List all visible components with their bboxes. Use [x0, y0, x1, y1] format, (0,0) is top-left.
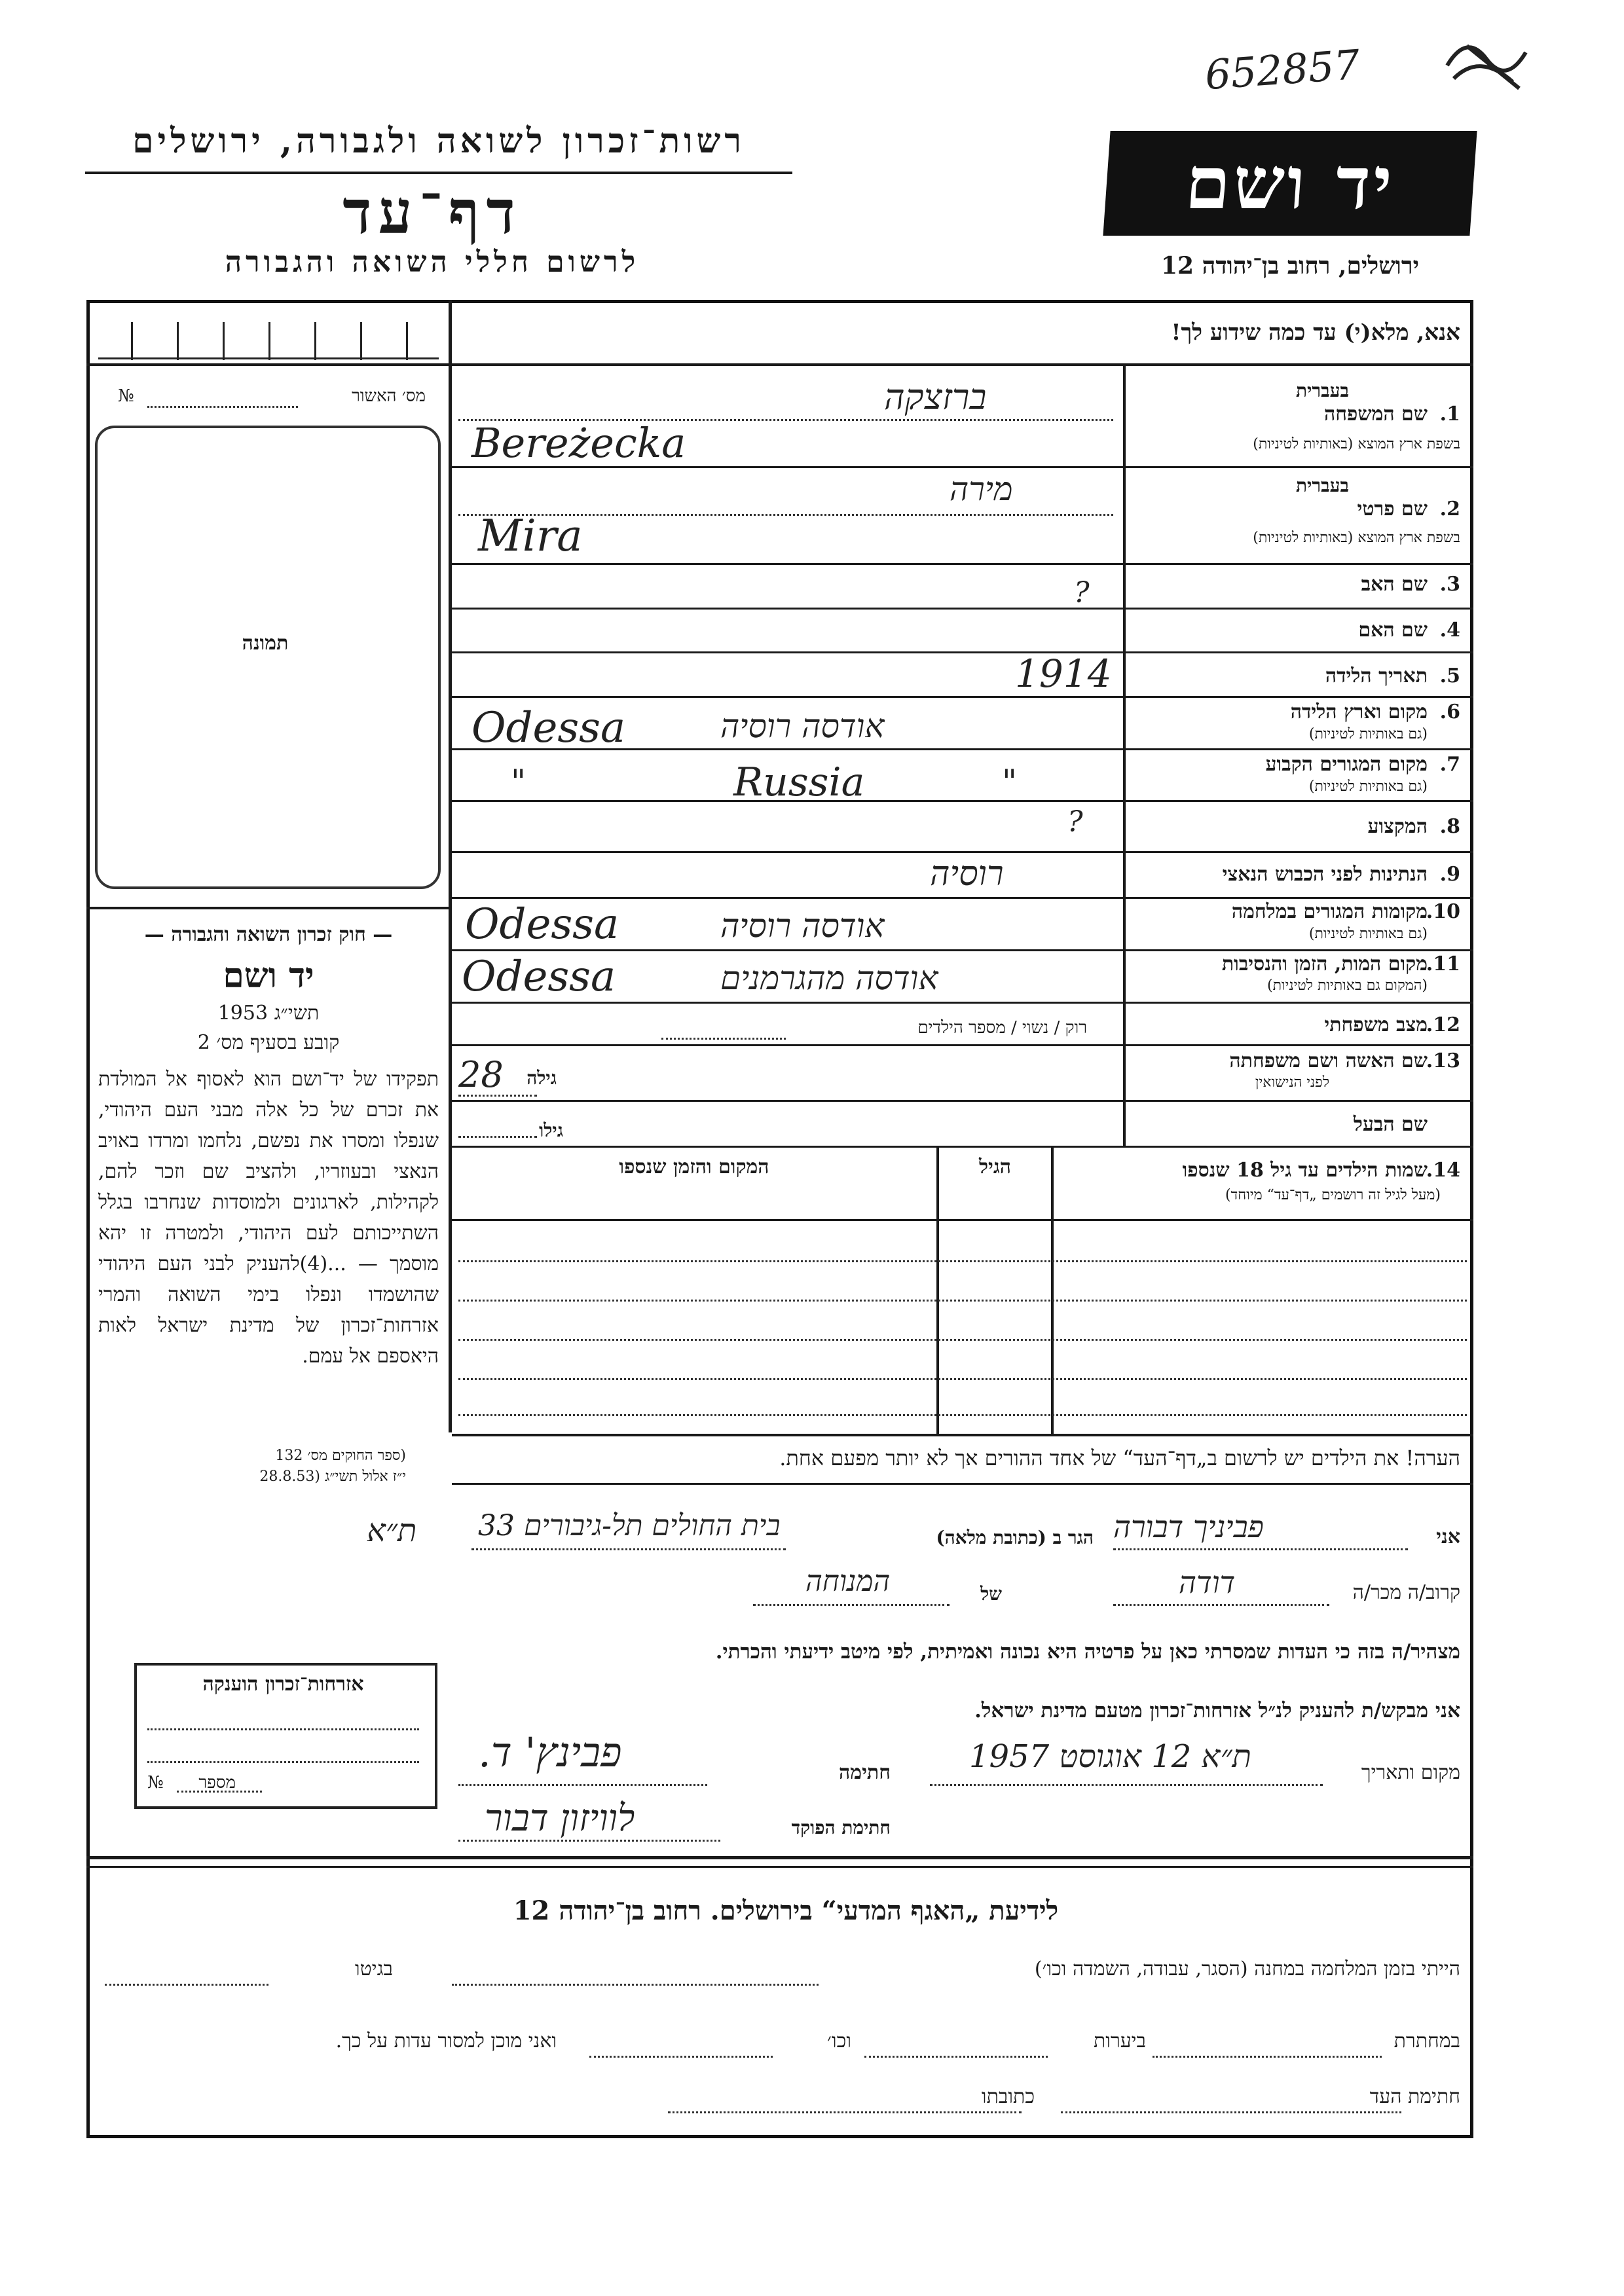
decl-line — [753, 1604, 950, 1606]
row-divider — [452, 851, 1473, 853]
field-12-label: מצב משפחתי — [1324, 1013, 1428, 1036]
row-divider — [86, 363, 1473, 366]
decl-living-extra[interactable]: ת״א — [367, 1512, 417, 1549]
decl-relative-label: קרוב/ה מכר/ה — [1352, 1581, 1460, 1604]
footer-witness-signature-field[interactable] — [1061, 2111, 1401, 2113]
footer-line2-a: במחתרת — [1393, 2030, 1460, 2052]
footer-line3-a: חתימת העד — [1369, 2085, 1460, 2108]
footer-camp-field[interactable] — [452, 1984, 819, 1986]
row-divider — [452, 1002, 1473, 1004]
row-divider — [452, 1146, 1473, 1148]
field-7-ditto-right: " — [1002, 763, 1017, 801]
field-8-number: 8. — [1439, 815, 1460, 838]
citizenship-line — [147, 1761, 419, 1763]
field-11-number: 11. — [1426, 953, 1460, 975]
field-4-number: 4. — [1439, 619, 1460, 642]
decl-line — [458, 1784, 707, 1786]
decl-signature-label: חתימה — [839, 1761, 891, 1784]
field-2-sub: בשפת ארץ המוצא (באותיות לטיניות) — [1253, 530, 1460, 546]
field-8-value[interactable]: ? — [1067, 805, 1083, 839]
citizenship-number-symbol: № — [147, 1773, 164, 1793]
field-13-number: 13. — [1426, 1049, 1460, 1072]
footer-ghetto-field[interactable] — [105, 1984, 268, 1986]
law-box-top-rule — [86, 907, 450, 909]
row-divider — [452, 608, 1473, 610]
law-title: — חוק זכרון השואה והגבורה — — [144, 923, 393, 946]
citizenship-number-field[interactable] — [177, 1791, 262, 1793]
archive-number: 652857 — [1203, 40, 1361, 100]
row-divider — [452, 1044, 1473, 1046]
field-6-hebrew-value[interactable]: אודסה רוסיה — [720, 707, 885, 745]
field-3-label: שם האב — [1361, 573, 1428, 596]
field-7-ditto-left: " — [511, 763, 526, 801]
field-10-label: מקומות המגורים במלחמה — [1231, 900, 1428, 923]
footer-etc-field[interactable] — [589, 2056, 773, 2058]
decl-i-label: אני — [1436, 1525, 1460, 1548]
children-title: שמות הילדים עד גיל 18 שנספו — [1182, 1159, 1428, 1182]
decl-place-date-label: מקום ותאריך — [1361, 1761, 1460, 1784]
field-11-sub: (המקום גם באותיות לטיניות) — [1267, 977, 1428, 994]
decl-line — [930, 1784, 1323, 1786]
field-10-sub: (גם באותיות לטיניות) — [1308, 926, 1428, 942]
children-col-place: המקום והזמן שנספו — [619, 1156, 769, 1178]
authority-name: רשות־זכרון לשואה ולגבורה, ירושלים — [132, 121, 745, 161]
footer-line1-a: הייתי בזמן המלחמה במחנה (הסגר, עבודה, השמדה וכו׳) — [1034, 1958, 1460, 1980]
field-13-age-value[interactable]: 28 — [458, 1054, 504, 1095]
form-subtitle: לרשום חללי השואה והגבורה — [225, 246, 640, 279]
field-1-latin-value[interactable]: Bereżecka — [471, 419, 686, 467]
field-2-number: 2. — [1439, 498, 1460, 520]
row-divider — [452, 696, 1473, 698]
field-7-label: מקום המגורים הקבוע — [1265, 753, 1428, 776]
photo-box[interactable] — [95, 426, 441, 889]
law-clause: קובע בסעיף מס׳ 2 — [197, 1031, 340, 1054]
citizenship-number-label: מספר — [198, 1773, 236, 1793]
yad-vashem-logo — [1103, 131, 1477, 236]
field-3-number: 3. — [1439, 573, 1460, 596]
field-1-hebrew-tag: בעברית — [1295, 380, 1349, 401]
field-13-sub: לפני הנישואין — [1255, 1074, 1329, 1091]
decl-request: אני מבקש/ת להעניק לנ״ל אזרחות־זכרון מטעם מדינת ישראל. — [974, 1699, 1460, 1722]
footer-address-field[interactable] — [668, 2111, 1022, 2113]
field-line — [661, 1038, 786, 1040]
row-divider — [452, 1100, 1473, 1102]
children-line — [458, 1300, 1467, 1302]
approval-number-label: מס׳ האשור — [352, 386, 426, 406]
field-2-hebrew-value[interactable]: מירה — [950, 470, 1013, 508]
row-divider — [452, 800, 1473, 802]
field-9-number: 9. — [1439, 863, 1460, 886]
field-9-value[interactable]: רוסיה — [930, 854, 1004, 894]
field-4-label: שם האם — [1358, 619, 1428, 642]
field-2-hebrew-tag: בעברית — [1295, 475, 1349, 496]
field-9-label: הנתינות לפני הכבוש הנאצי — [1222, 863, 1428, 886]
logo-text: יד ושם — [1183, 141, 1397, 225]
label-column-divider — [1123, 363, 1126, 1146]
field-6-label: מקום וארץ הלידה — [1290, 701, 1428, 723]
field-6-sub: (גם באותיות לטיניות) — [1308, 726, 1428, 742]
children-line — [458, 1260, 1467, 1262]
husband-name-label: שם הבעל — [1353, 1113, 1428, 1136]
decl-line — [1113, 1604, 1329, 1606]
field-5-value[interactable]: 1914 — [1015, 651, 1112, 696]
decl-relative-value[interactable]: דודה — [1179, 1565, 1236, 1600]
row-divider — [452, 1483, 1473, 1485]
note-text: הערה! את הילדים יש לרשום ב„דף־העד“ של אחד ההורים אך לא יותר מפעם אחת. — [779, 1446, 1460, 1470]
children-line — [458, 1339, 1467, 1341]
field-13-age-label: גילה — [526, 1067, 557, 1089]
field-11-latin-value[interactable]: Odessa — [462, 953, 616, 1001]
field-5-number: 5. — [1439, 665, 1460, 687]
children-line — [458, 1414, 1467, 1416]
field-8-label: המקצוע — [1367, 815, 1428, 838]
field-10-number: 10. — [1426, 900, 1460, 923]
field-12-options[interactable]: רוק / נשוי / מספר הילדים — [917, 1018, 1087, 1038]
decl-line — [1113, 1548, 1408, 1550]
decl-living-value[interactable]: בית החולים תל-גיבורים 33 — [478, 1509, 781, 1542]
left-column-divider — [449, 300, 452, 1432]
children-col-divider — [936, 1146, 939, 1434]
field-6-latin-value[interactable]: Odessa — [471, 704, 626, 752]
field-12-number: 12. — [1426, 1013, 1460, 1036]
field-7-latin-value[interactable]: Russia — [733, 759, 865, 805]
field-1-sub: בשפת ארץ המוצא (באותיות לטיניות) — [1253, 436, 1460, 452]
decl-signature-value[interactable]: פבינץ' ד. — [478, 1728, 622, 1776]
decl-line — [471, 1548, 786, 1550]
law-body: תפקידו של יד־ושם הוא לאסוף אל המולדת את זכרם של כל אלה מבני העם היהודי, שנפלו ומסרו את נפשם, נלחמו ומרדו באויב הנאצי ובעוזריו, ולהציב שם וזכר להם, לקהילות, לארגונים ולמוסדות שנחרבו בגלל השתייכותם לעם היהודי, ולמטרה זו יהא מוסמך — ...(4)להעניק לבני העם היהודי שהושמדו ונפלו בימי השואה והמרי אזרחות־זכרון של מדינת ישראל לאות היאספם אל עמם. — [98, 1068, 439, 1368]
footer-title: לידיעת „האגף המדעי“ בירושלים. רחוב בן־יהודה 12 — [513, 1895, 1059, 1926]
stamp-scribble-icon — [1441, 26, 1532, 98]
children-line — [458, 1378, 1467, 1380]
decl-of-label: של — [980, 1583, 1002, 1605]
husband-age-label: גילו — [539, 1120, 563, 1141]
field-5-label: תאריך הלידה — [1325, 665, 1428, 687]
form-title: דף־עד — [342, 177, 522, 247]
children-number: 14. — [1426, 1159, 1460, 1182]
field-11-hebrew-value[interactable]: אודסה מהגרמנים — [720, 959, 938, 997]
law-name: יד ושם — [223, 956, 314, 996]
field-6-number: 6. — [1439, 701, 1460, 723]
row-divider — [452, 949, 1473, 951]
husband-age-field[interactable] — [458, 1136, 537, 1138]
footer-double-rule — [86, 1856, 1473, 1859]
field-2-latin-value[interactable]: Mira — [478, 511, 583, 561]
approval-number-field[interactable] — [147, 406, 298, 408]
field-3-value[interactable]: ? — [1074, 576, 1090, 610]
footer-line2-c: וכו׳ — [827, 2030, 851, 2052]
approval-tick-marks — [105, 322, 432, 361]
decl-i-value[interactable]: פביניך דבורה — [1113, 1509, 1264, 1544]
citizenship-line — [147, 1728, 419, 1730]
decl-statement: מצהיר/ה בזה כי העדות שמסרתי כאן על פרטיה היא נכונה ואמיתית, לפי מיטב ידיעתי והכרתי. — [715, 1640, 1460, 1664]
field-11-label: מקום המות, הזמן והנסיבות — [1221, 953, 1428, 975]
field-1-hebrew-value[interactable]: ברזצקה — [884, 376, 987, 418]
decl-of-value[interactable]: המנוחה — [805, 1565, 891, 1598]
field-1-number: 1. — [1439, 403, 1460, 426]
law-footnote-1: (ספר החוקים מס׳ 132 — [275, 1448, 406, 1464]
decl-officer-value[interactable]: לוויזון דבור — [485, 1797, 635, 1840]
row-divider — [452, 1434, 1473, 1436]
footer-line2-b: ביערות — [1093, 2030, 1146, 2052]
header-address: ירושלים, רחוב בן־יהודה 12 — [1160, 252, 1420, 280]
photo-label: תמונה — [242, 632, 289, 655]
law-year: תשי״ג 1953 — [217, 1002, 320, 1025]
decl-living-label: הגר ב (כתובת מלאה) — [936, 1527, 1094, 1548]
citizenship-title: אזרחות־זכרון הוענקה — [202, 1673, 364, 1696]
field-line — [458, 1095, 537, 1097]
footer-line1-b: בגיטו — [354, 1958, 393, 1980]
decl-officer-label: חתימת הפוקד — [791, 1817, 891, 1838]
field-10-hebrew-value[interactable]: אודסה רוסיה — [720, 907, 885, 945]
approval-number-symbol: № — [118, 386, 134, 406]
footer-line3-b: כתובתו — [981, 2085, 1035, 2108]
footer-forests-field[interactable] — [864, 2056, 1048, 2058]
row-divider — [452, 1219, 1473, 1221]
footer-line2-d: ואני מוכן למסור עדות על כך. — [335, 2030, 557, 2052]
field-1-label: שם המשפחה — [1323, 403, 1428, 426]
instruction-text: אנא, מלא(י) עד כמה שידוע לך! — [1171, 319, 1460, 346]
field-13-label: שם האשה ושם משפחתה — [1229, 1049, 1428, 1072]
children-sub: (מעל לגיל זה רושמים „דף־עד“ מיוחד) — [1225, 1187, 1441, 1203]
field-2-label: שם פרטי — [1357, 498, 1428, 520]
children-col-divider — [1051, 1146, 1054, 1434]
row-divider — [452, 897, 1473, 899]
row-divider — [452, 563, 1473, 565]
header-rule — [85, 172, 792, 174]
footer-underground-field[interactable] — [1153, 2056, 1382, 2058]
children-col-age: הגיל — [978, 1156, 1012, 1178]
field-10-latin-value[interactable]: Odessa — [465, 900, 619, 949]
decl-line — [458, 1840, 720, 1842]
footer-double-rule — [86, 1866, 1473, 1868]
row-divider — [452, 651, 1473, 653]
field-7-number: 7. — [1439, 753, 1460, 776]
decl-place-date-value[interactable]: ת״א 12 אוגוסט 1957 — [969, 1738, 1251, 1775]
field-7-sub: (גם באותיות לטיניות) — [1308, 778, 1428, 795]
law-footnote-2: י״ז אלול תשי״ג (28.8.53 — [259, 1468, 406, 1485]
